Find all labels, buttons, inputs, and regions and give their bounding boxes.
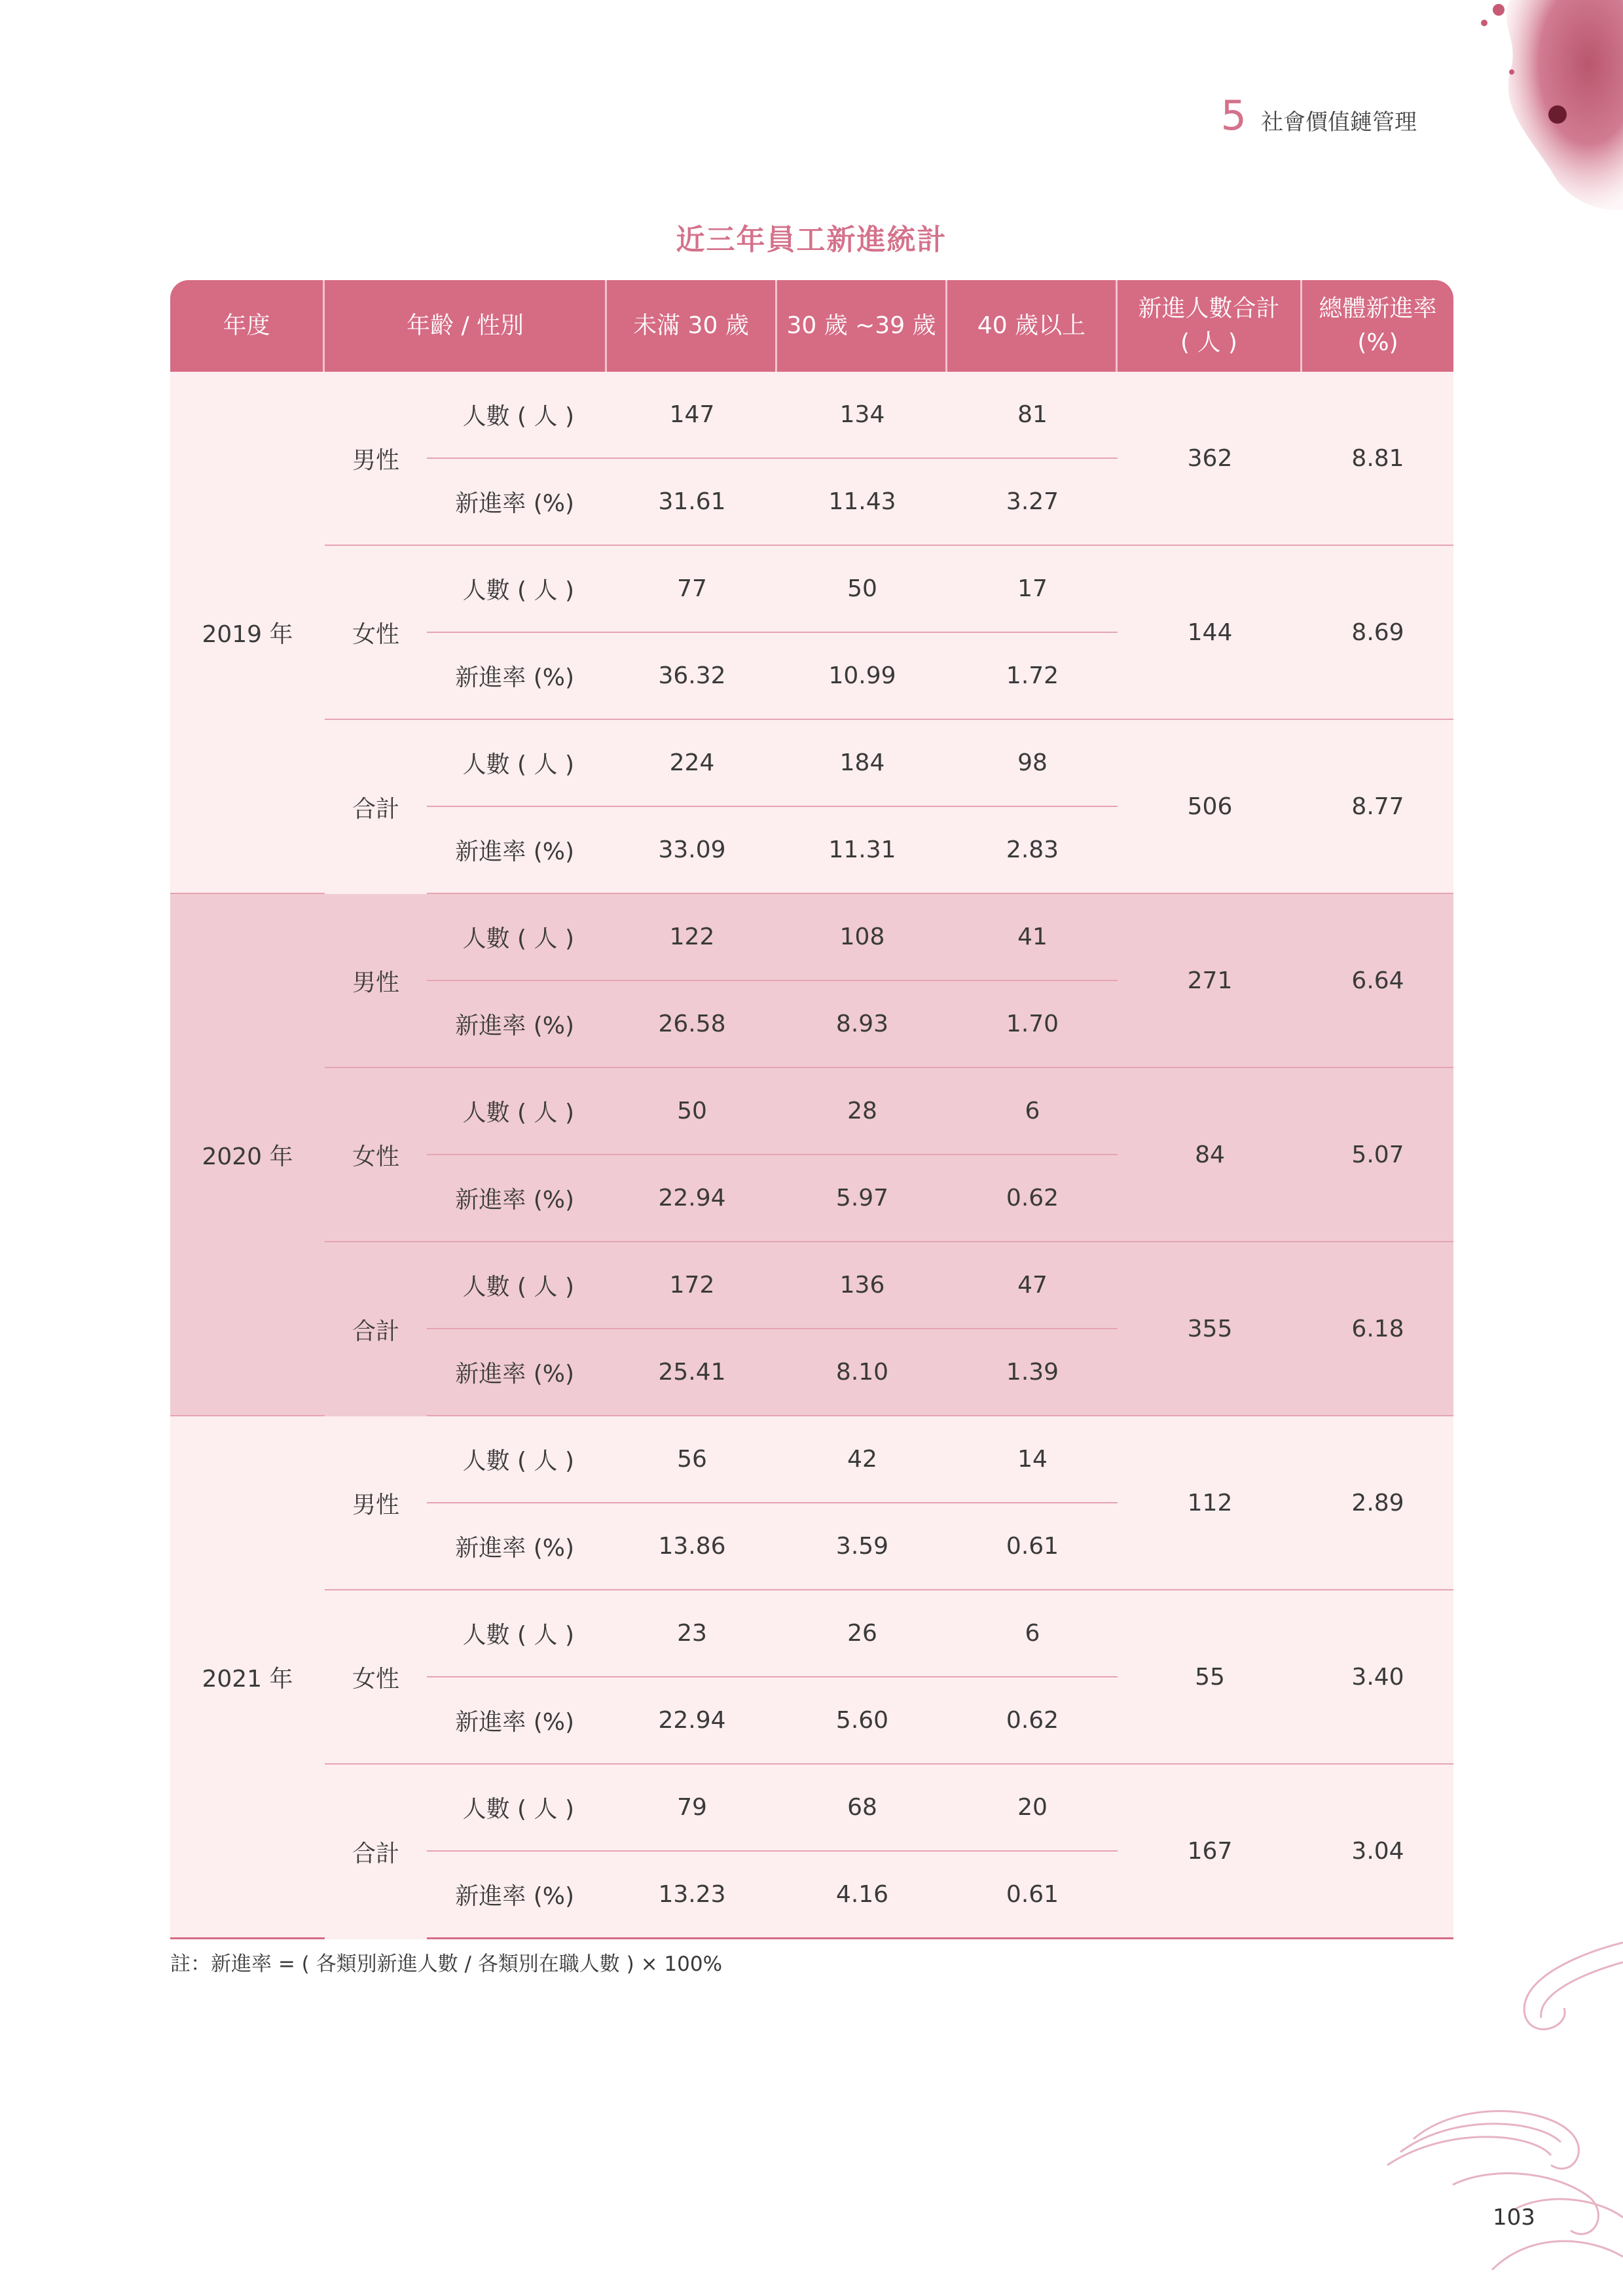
header-age-gender: 年齡 / 性別 — [325, 280, 607, 372]
metric-label: 新進率 (%) — [427, 807, 607, 894]
group-label: 女性 — [325, 546, 427, 720]
total-cell: 167 — [1118, 1765, 1302, 1939]
total-cell: 55 — [1118, 1590, 1302, 1765]
overall-rate-cell: 3.40 — [1302, 1590, 1453, 1765]
metric-label: 人數 ( 人 ) — [427, 1416, 607, 1503]
rate-cell: 0.61 — [947, 1852, 1118, 1939]
total-cell: 112 — [1118, 1416, 1302, 1590]
total-cell: 144 — [1118, 546, 1302, 720]
count-cell: 42 — [777, 1416, 947, 1503]
count-cell: 17 — [947, 546, 1118, 633]
count-cell: 184 — [777, 720, 947, 807]
group-label: 合計 — [325, 1242, 427, 1416]
overall-rate-cell: 8.69 — [1302, 546, 1453, 720]
metric-label: 人數 ( 人 ) — [427, 720, 607, 807]
overall-rate-cell: 5.07 — [1302, 1068, 1453, 1242]
group-label: 女性 — [325, 1590, 427, 1765]
metric-label: 人數 ( 人 ) — [427, 1242, 607, 1329]
count-cell: 136 — [777, 1242, 947, 1329]
table-title: 近三年員工新進統計 — [676, 223, 947, 257]
chapter-title: 社會價值鏈管理 — [1261, 109, 1417, 135]
total-cell: 362 — [1118, 372, 1302, 546]
header-total-line1: 新進人數合計 — [1138, 295, 1280, 322]
metric-label: 新進率 (%) — [427, 1852, 607, 1939]
metric-label: 新進率 (%) — [427, 459, 607, 546]
rate-cell: 8.10 — [777, 1329, 947, 1416]
count-cell: 56 — [607, 1416, 777, 1503]
metric-label: 人數 ( 人 ) — [427, 1068, 607, 1155]
count-cell: 28 — [777, 1068, 947, 1155]
metric-label: 新進率 (%) — [427, 1503, 607, 1590]
count-cell: 122 — [607, 894, 777, 981]
rate-cell: 8.93 — [777, 981, 947, 1068]
year-label: 2021 年 — [170, 1416, 325, 1939]
table-row — [170, 546, 1453, 633]
rate-cell: 25.41 — [607, 1329, 777, 1416]
rate-cell: 2.83 — [947, 807, 1118, 894]
metric-label: 人數 ( 人 ) — [427, 546, 607, 633]
count-cell: 108 — [777, 894, 947, 981]
table-row — [170, 1590, 1453, 1677]
rate-cell: 3.27 — [947, 459, 1118, 546]
table-row — [170, 372, 1453, 459]
rate-cell: 26.58 — [607, 981, 777, 1068]
header-rate-line1: 總體新進率 — [1319, 295, 1437, 322]
table-row — [170, 1068, 1453, 1155]
year-section — [170, 372, 1453, 894]
count-cell: 50 — [607, 1068, 777, 1155]
metric-label: 人數 ( 人 ) — [427, 894, 607, 981]
table-row — [170, 1242, 1453, 1329]
group-label: 男性 — [325, 1416, 427, 1590]
header-age-40-plus: 40 歲以上 — [947, 280, 1118, 372]
overall-rate-cell: 2.89 — [1302, 1416, 1453, 1590]
count-cell: 68 — [777, 1765, 947, 1852]
group-label: 男性 — [325, 372, 427, 546]
count-cell: 98 — [947, 720, 1118, 807]
new-hire-stats-table — [170, 280, 1453, 1939]
header-total-line2: ( 人 ) — [1180, 329, 1237, 356]
rate-cell: 31.61 — [607, 459, 777, 546]
table-row — [170, 720, 1453, 807]
metric-label: 人數 ( 人 ) — [427, 1765, 607, 1852]
overall-rate-cell: 6.18 — [1302, 1242, 1453, 1416]
rate-cell: 13.86 — [607, 1503, 777, 1590]
rate-cell: 0.62 — [947, 1677, 1118, 1765]
rate-cell: 36.32 — [607, 633, 777, 720]
overall-rate-cell: 8.77 — [1302, 720, 1453, 894]
count-cell: 147 — [607, 372, 777, 459]
count-cell: 134 — [777, 372, 947, 459]
table-footnote: 註：新進率 = ( 各類別新進人數 / 各類別在職人數 ) × 100% — [170, 1952, 723, 1976]
rate-cell: 0.62 — [947, 1155, 1118, 1242]
year-section — [170, 894, 1453, 1416]
table-header-row — [170, 280, 1453, 372]
metric-label: 人數 ( 人 ) — [427, 372, 607, 459]
metric-label: 新進率 (%) — [427, 981, 607, 1068]
page-number: 103 — [1493, 2204, 1535, 2231]
chapter-number: 5 — [1220, 92, 1247, 139]
rate-cell: 5.60 — [777, 1677, 947, 1765]
metric-label: 新進率 (%) — [427, 1155, 607, 1242]
count-cell: 20 — [947, 1765, 1118, 1852]
page-header — [1221, 92, 1417, 139]
header-total — [1118, 280, 1302, 372]
year-label: 2020 年 — [170, 894, 325, 1416]
total-cell: 506 — [1118, 720, 1302, 894]
ink-splash-decoration — [1479, 0, 1623, 236]
rate-cell: 22.94 — [607, 1155, 777, 1242]
rate-cell: 0.61 — [947, 1503, 1118, 1590]
count-cell: 50 — [777, 546, 947, 633]
total-cell: 271 — [1118, 894, 1302, 1068]
overall-rate-cell: 6.64 — [1302, 894, 1453, 1068]
rate-cell: 5.97 — [777, 1155, 947, 1242]
rate-cell: 22.94 — [607, 1677, 777, 1765]
total-cell: 84 — [1118, 1068, 1302, 1242]
count-cell: 6 — [947, 1590, 1118, 1677]
header-rate-line2: (%) — [1357, 329, 1398, 356]
rate-cell: 1.70 — [947, 981, 1118, 1068]
rate-cell: 3.59 — [777, 1503, 947, 1590]
count-cell: 224 — [607, 720, 777, 807]
year-label: 2019 年 — [170, 372, 325, 894]
count-cell: 6 — [947, 1068, 1118, 1155]
rate-cell: 1.72 — [947, 633, 1118, 720]
group-label: 男性 — [325, 894, 427, 1068]
group-label: 女性 — [325, 1068, 427, 1242]
rate-cell: 13.23 — [607, 1852, 777, 1939]
count-cell: 47 — [947, 1242, 1118, 1329]
table-row — [170, 1765, 1453, 1852]
rate-cell: 1.39 — [947, 1329, 1118, 1416]
year-section — [170, 1416, 1453, 1939]
header-year: 年度 — [170, 280, 325, 372]
table-row — [170, 1416, 1453, 1503]
rate-cell: 33.09 — [607, 807, 777, 894]
metric-label: 新進率 (%) — [427, 1329, 607, 1416]
rate-cell: 10.99 — [777, 633, 947, 720]
rate-cell: 11.31 — [777, 807, 947, 894]
total-cell: 355 — [1118, 1242, 1302, 1416]
count-cell: 79 — [607, 1765, 777, 1852]
overall-rate-cell: 8.81 — [1302, 372, 1453, 546]
count-cell: 14 — [947, 1416, 1118, 1503]
metric-label: 新進率 (%) — [427, 633, 607, 720]
rate-cell: 4.16 — [777, 1852, 947, 1939]
table-row — [170, 894, 1453, 981]
count-cell: 41 — [947, 894, 1118, 981]
count-cell: 81 — [947, 372, 1118, 459]
header-overall-rate — [1302, 280, 1453, 372]
header-age-under-30: 未滿 30 歲 — [607, 280, 777, 372]
count-cell: 26 — [777, 1590, 947, 1677]
group-label: 合計 — [325, 1765, 427, 1939]
overall-rate-cell: 3.04 — [1302, 1765, 1453, 1939]
swirl-decoration — [1374, 1903, 1623, 2296]
header-age-30-39: 30 歲 ~39 歲 — [777, 280, 947, 372]
count-cell: 23 — [607, 1590, 777, 1677]
metric-label: 新進率 (%) — [427, 1677, 607, 1765]
rate-cell: 11.43 — [777, 459, 947, 546]
group-label: 合計 — [325, 720, 427, 894]
count-cell: 77 — [607, 546, 777, 633]
metric-label: 人數 ( 人 ) — [427, 1590, 607, 1677]
count-cell: 172 — [607, 1242, 777, 1329]
